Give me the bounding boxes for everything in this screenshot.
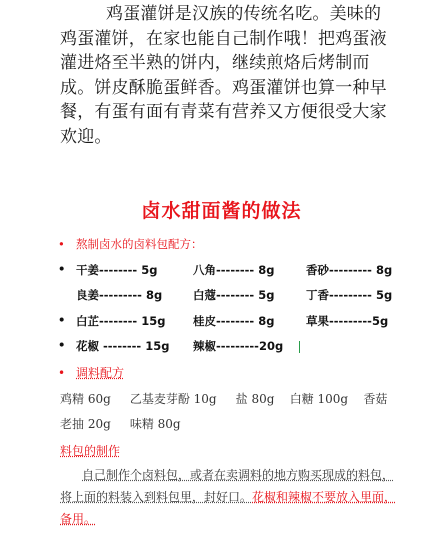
spice-heading-text: 熬制卤水的卤料包配方：	[76, 237, 203, 251]
seasoning-line: 老抽 20g 味精 80g	[60, 417, 181, 431]
spice-item: 丁香--------- 5g	[306, 288, 393, 302]
bullet-marker: •	[58, 366, 66, 380]
spice-item: 桂皮-------- 8g	[193, 314, 275, 328]
spice-row	[58, 262, 438, 280]
package-heading: 料包的制作	[60, 444, 121, 458]
intro-line: 鸡蛋灌饼，在家也能自己制作哦！把鸡蛋液	[60, 28, 387, 49]
spice-item: 草果---------5g	[306, 314, 389, 328]
spice-item: 香砂--------- 8g	[306, 263, 393, 277]
spice-item: 八角-------- 8g	[193, 263, 275, 277]
seasoning-heading-text: 调料配方	[76, 366, 125, 380]
package-paragraph	[60, 464, 405, 530]
seasoning-heading	[58, 364, 124, 381]
spice-heading	[58, 236, 203, 252]
spice-row	[58, 313, 438, 331]
bullet-marker: •	[58, 313, 66, 327]
intro-line: 成。饼皮酥脆蛋鲜香。鸡蛋灌饼也算一种早	[60, 77, 387, 98]
intro-line: 鸡蛋灌饼是汉族的传统名吃。美味的	[106, 4, 382, 24]
spice-item: 白芷-------- 15g	[76, 314, 166, 328]
spice-item: 干姜-------- 5g	[76, 263, 158, 277]
spice-row	[58, 287, 438, 305]
spice-item: 辣椒---------20g	[193, 339, 284, 353]
seasoning-line: 鸡精 60g 乙基麦芽酚 10g 盐 80g 白糖 100g 香菇	[60, 392, 388, 406]
package-text: 自己制作个卤料包，或者在卖调料的地方购买现成的料包，将上面的料装入到料包里，封好口。	[60, 468, 395, 504]
spice-item: 花椒 -------- 15g	[76, 339, 170, 353]
bullet-marker: •	[58, 338, 66, 352]
text-cursor	[299, 341, 300, 353]
bullet-marker: •	[58, 237, 65, 251]
package-note: 花椒和辣椒不要放入里面，备用。	[60, 490, 397, 526]
spice-row	[58, 338, 438, 356]
intro-paragraph	[60, 2, 420, 149]
intro-line: 灌进烙至半熟的饼内，继续煎烙后烤制而	[60, 53, 370, 73]
bullet-marker: •	[58, 262, 66, 276]
intro-line: 餐，有蛋有面有青菜有营养又方便很受大家	[60, 102, 387, 122]
intro-line: 欢迎。	[60, 126, 112, 147]
recipe-title: 卤水甜面酱的做法	[141, 200, 302, 222]
spice-item: 良姜--------- 8g	[76, 288, 163, 302]
spice-item: 白蔻-------- 5g	[193, 288, 275, 302]
